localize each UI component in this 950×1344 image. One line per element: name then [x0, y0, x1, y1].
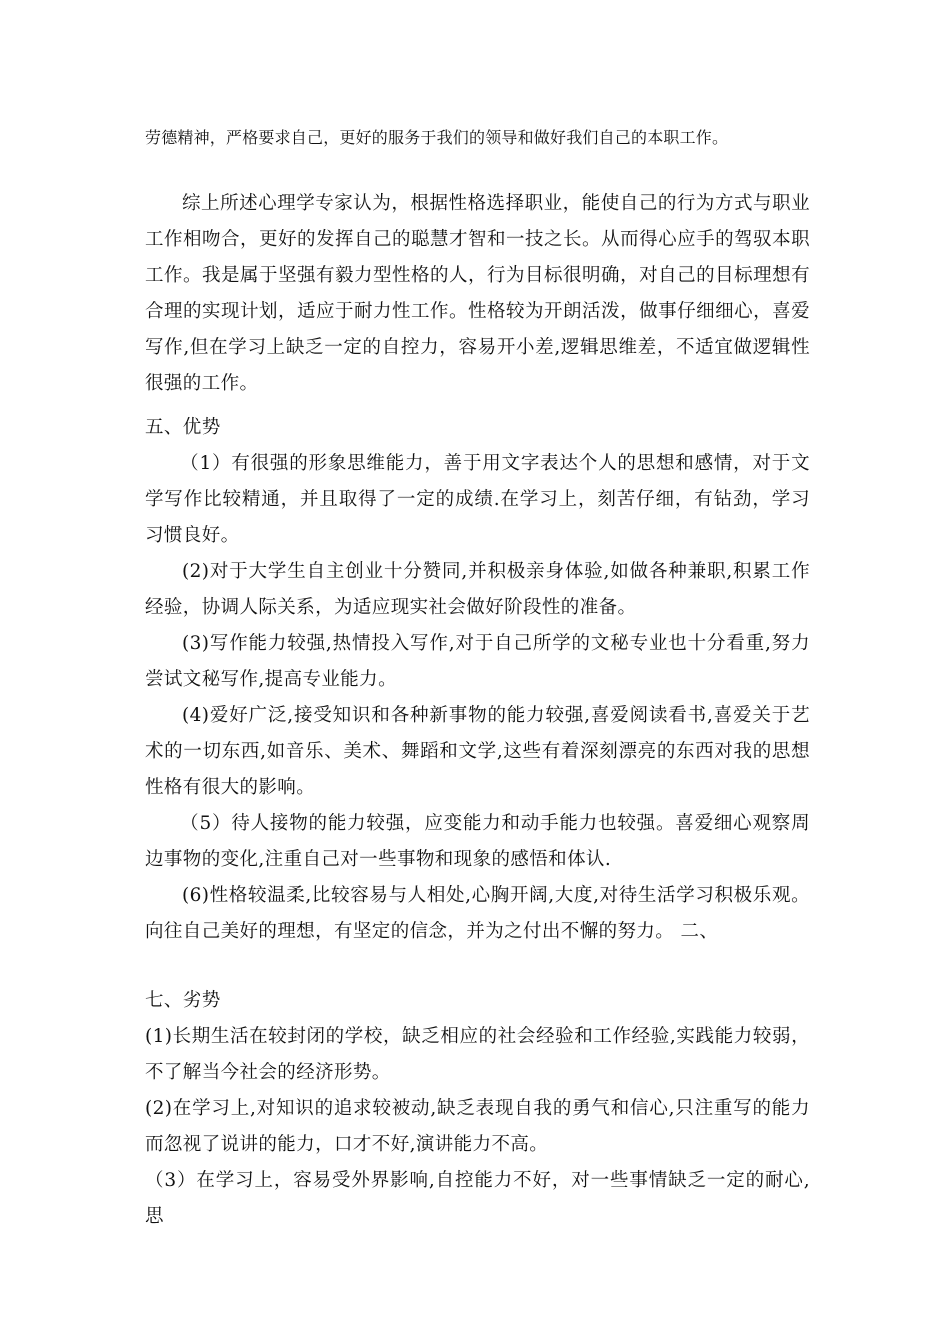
heading-advantages: 五、优势 [145, 417, 221, 438]
advantage-item-3: (3)写作能力较强,热情投入写作,对于自己所学的文秘专业也十分看重,努力尝试文秘写作,提高专业能力。 [145, 633, 810, 690]
disadvantage-item-1: (1)长期生活在较封闭的学校，缺乏相应的社会经验和工作经验,实践能力较弱，不了解当今社会的经济形势。 [145, 1026, 810, 1083]
advantage-item-2: (2)对于大学生自主创业十分赞同,并积极亲身体验,如做各种兼职,积累工作经验，协调人际关系，为适应现实社会做好阶段性的准备。 [145, 561, 810, 618]
advantage-item-4: (4)爱好广泛,接受知识和各种新事物的能力较强,喜爱阅读看书,喜爱关于艺术的一切东西,如音乐、美术、舞蹈和文学,这些有着深刻漂亮的东西对我的思想性格有很大的影响。 [145, 705, 810, 798]
disadvantage-item-3: （3）在学习上，容易受外界影响,自控能力不好，对一些事情缺乏一定的耐心,思 [145, 1170, 810, 1227]
disadvantage-item-2: (2)在学习上,对知识的追求较被动,缺乏表现自我的勇气和信心,只注重写的能力而忽视了说讲的能力，口才不好,演讲能力不高。 [145, 1098, 810, 1155]
paragraph-continuation: 劳德精神，严格要求自己，更好的服务于我们的领导和做好我们自己的本职工作。 [145, 128, 729, 147]
advantage-item-5: （5）待人接物的能力较强，应变能力和动手能力也较强。喜爱细心观察周边事物的变化,注重自己对一些事物和现象的感悟和体认. [145, 813, 810, 870]
advantage-item-1: （1）有很强的形象思维能力，善于用文字表达个人的思想和感情，对于文学写作比较精通，并且取得了一定的成绩.在学习上，刻苦仔细，有钻劲，学习习惯良好。 [145, 453, 810, 546]
paragraph-summary: 综上所述心理学专家认为，根据性格选择职业，能使自己的行为方式与职业工作相吻合，更好的发挥自己的聪慧才智和一技之长。从而得心应手的驾驭本职工作。我是属于坚强有毅力型性格的人，行为目标很明确，对自己的目标理想有合理的实现计划，适应于耐力性工作。性格较为开朗活泼，做事仔细细心，喜爱写作,但在学习上缺乏一定的自控力，容易开小差,逻辑思维差，不适宜做逻辑性很强的工作。 [145, 193, 810, 394]
advantage-item-6: (6)性格较温柔,比较容易与人相处,心胸开阔,大度,对待生活学习积极乐观。向往自己美好的理想，有坚定的信念，并为之付出不懈的努力。 二、 [145, 885, 810, 942]
heading-disadvantages: 七、劣势 [145, 990, 221, 1011]
